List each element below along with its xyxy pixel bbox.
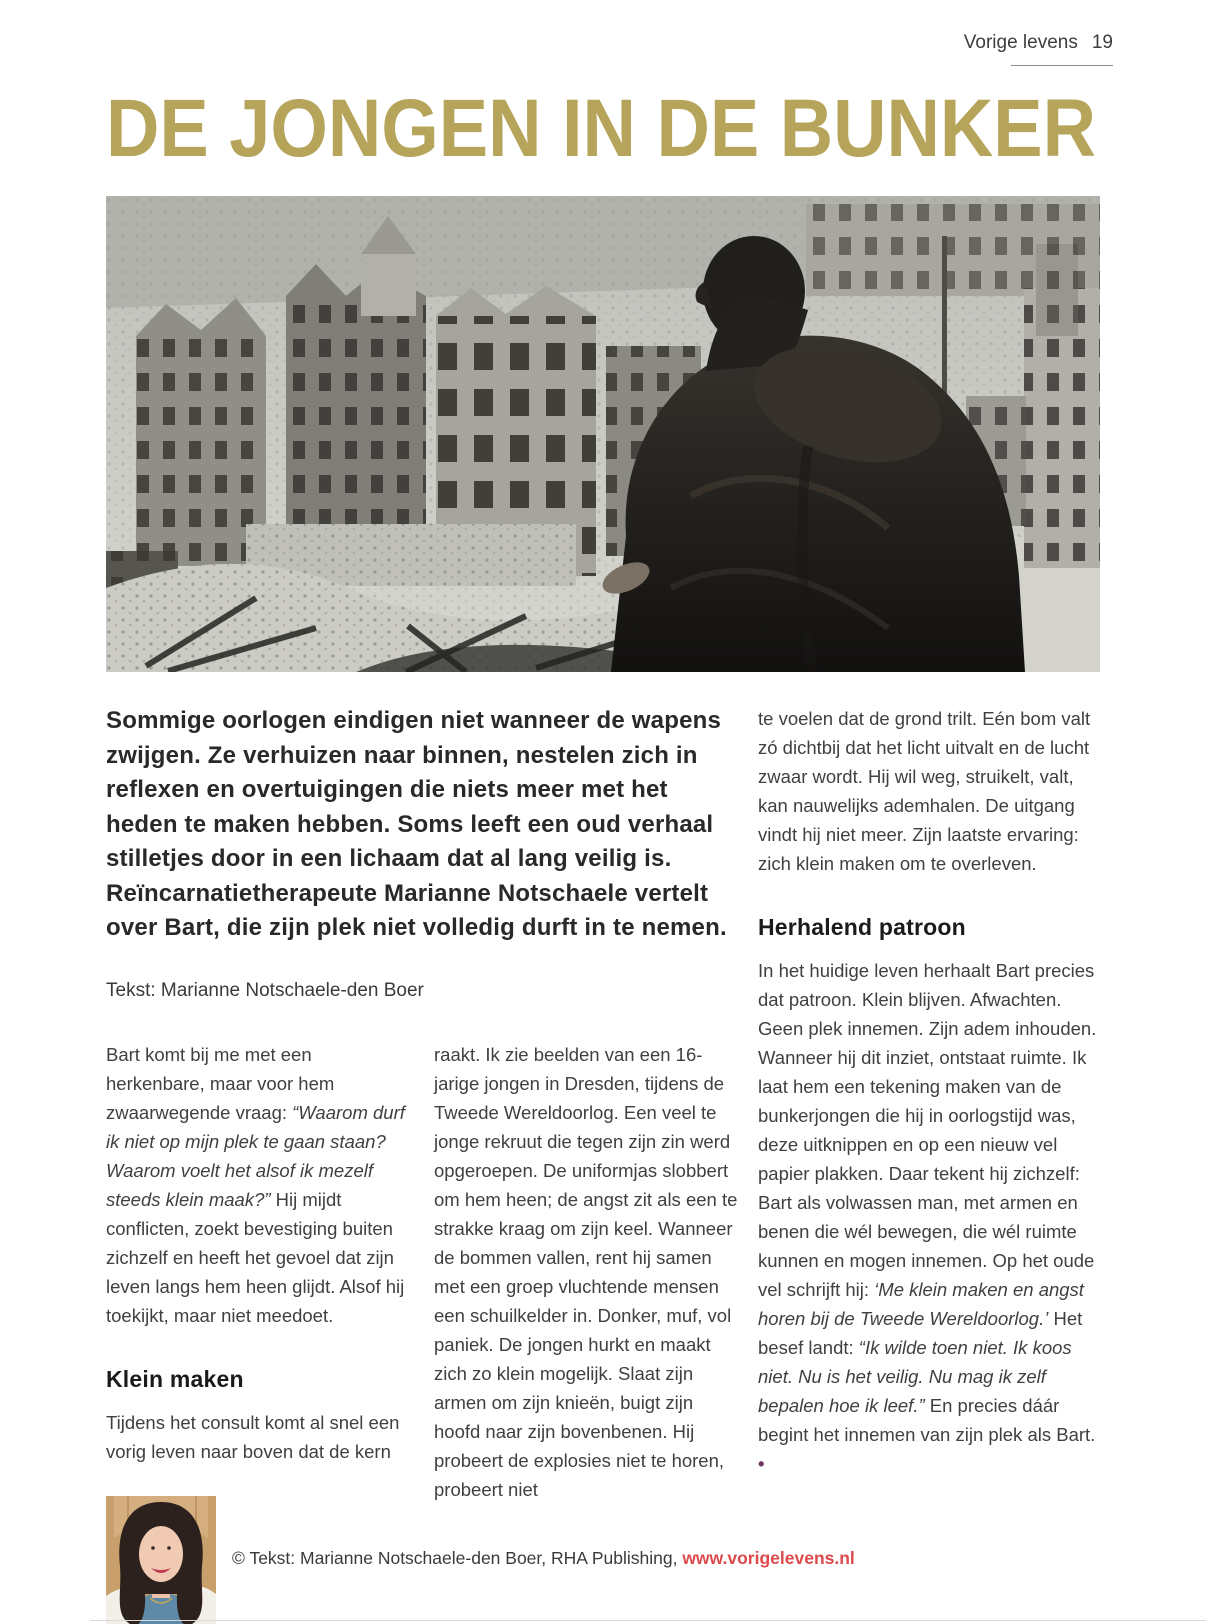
credit-text: © Tekst: Marianne Notschaele-den Boer, RHA Publishing,	[232, 1548, 683, 1568]
subhead-klein-maken: Klein maken	[106, 1366, 244, 1392]
right-para2-mid: Het besef landt:	[758, 1308, 1083, 1358]
article-title-text: DE JONGEN IN DE BUNKER	[106, 92, 1096, 168]
left-para1-start: Bart komt bij me met een herkenbare, maar voor hem zwaarwegende vraag:	[106, 1044, 335, 1123]
subhead-herhalend-patroon: Herhalend patroon	[758, 914, 966, 940]
website-link[interactable]: www.vorigelevens.nl	[682, 1548, 855, 1568]
article-title	[106, 92, 1100, 168]
left-para1-quote: “Waarom durf ik niet op mijn plek te gaan staan? Waarom voelt het alsof ik mezelf steeds klein maak?”	[106, 1102, 405, 1210]
column-middle	[434, 1040, 742, 1504]
intro-paragraph: Sommige oorlogen eindigen niet wanneer de wapens zwijgen. Ze verhuizen naar binnen, nestelen zich in reflexen en overtuigingen die niets meer met het heden te maken hebben. Soms leeft een oud verhaal stilletjes door in een lichaam dat al lang veilig is. Reïncarnatietherapeute Marianne Notschaele vertelt over Bart, die zijn plek niet volledig durft in te nemen.	[106, 707, 727, 941]
right-paragraph-2	[758, 956, 1100, 1478]
right-para2-start: In het huidige leven herhaalt Bart precies dat patroon. Klein blijven. Afwachten. Geen plek innemen. Zijn adem inhouden. Wanneer hij dit inziet, ontstaat ruimte. Ik laat hem een tekening maken van de bunkerjongen die hij in oorlogstijd was, deze uitknippen en op een nieuw vel papier plakken. Daar tekent hij zichzelf: Bart als volwassen man, met armen en benen die wél bewegen, die wél ruimte kunnen en mogen innemen. Op het oude vel schrijft hij:	[758, 960, 1097, 1300]
column-right	[758, 704, 1100, 1478]
folio-section-label: Vorige levens	[963, 32, 1078, 53]
credit-line	[232, 1548, 855, 1569]
column-left	[106, 1040, 414, 1624]
folio-header	[964, 32, 1113, 66]
right-para2-quote2: “Ik wilde toen niet. Ik koos niet. Nu is het veilig. Nu mag ik zelf bepalen hoe ik leef.”	[758, 1337, 1072, 1416]
folio-rule	[1011, 65, 1113, 66]
right-paragraph-1: te voelen dat de grond trilt. Eén bom valt zó dichtbij dat het licht uitvalt en de lucht zwaar wordt. Hij wil weg, struikelt, valt, kan nauwelijks ademhalen. De uitgang vindt hij niet meer. Zijn laatste ervaring: zich klein maken om te overleven.	[758, 708, 1091, 874]
right-para2-end: En precies dáár begint het innemen van zijn plek als Bart.	[758, 1395, 1096, 1445]
right-para2-quote1: ‘Me klein maken en angst horen bij de Tweede Wereldoorlog.’	[758, 1279, 1084, 1329]
author-portrait-image	[106, 1496, 216, 1624]
hero-photo	[106, 196, 1100, 672]
folio-page-number: 19	[1091, 32, 1113, 53]
left-para1-end: Hij mijdt conflicten, zoekt bevestiging buiten zichzelf en heeft het gevoel dat zijn leven langs hem heen glijdt. Alsof hij toekijkt, maar niet meedoet.	[106, 1189, 405, 1326]
end-of-article-bullet: •	[758, 1453, 765, 1474]
middle-paragraph: raakt. Ik zie beelden van een 16-jarige jongen in Dresden, tijdens de Tweede Wereldoorlog. Een veel te jonge rekruut die tegen zijn zin werd opgeroepen. De uniformjas slobbert om hem heen; de angst zit als een te strakke kraag om zijn keel. Wanneer de bommen vallen, rent hij samen met een groep vluchtende mensen een schuilkelder in. Donker, muf, vol paniek. De jongen hurkt en maakt zich zo klein mogelijk. Slaat zijn armen om zijn knieën, buigt zijn hoofd naar zijn bovenbenen. Hij probeert de explosies niet te horen, probeert niet	[434, 1044, 738, 1500]
article-title-svg	[106, 92, 1100, 168]
byline: Tekst: Marianne Notschaele-den Boer	[106, 980, 424, 1001]
left-paragraph-2: Tijdens het consult komt al snel een vorig leven naar boven dat de kern	[106, 1412, 400, 1462]
author-photo	[106, 1496, 216, 1624]
dresden-ruins-statue-image	[106, 196, 1100, 672]
page-bottom-rule	[90, 1620, 1206, 1621]
left-paragraph-1	[106, 1040, 414, 1330]
